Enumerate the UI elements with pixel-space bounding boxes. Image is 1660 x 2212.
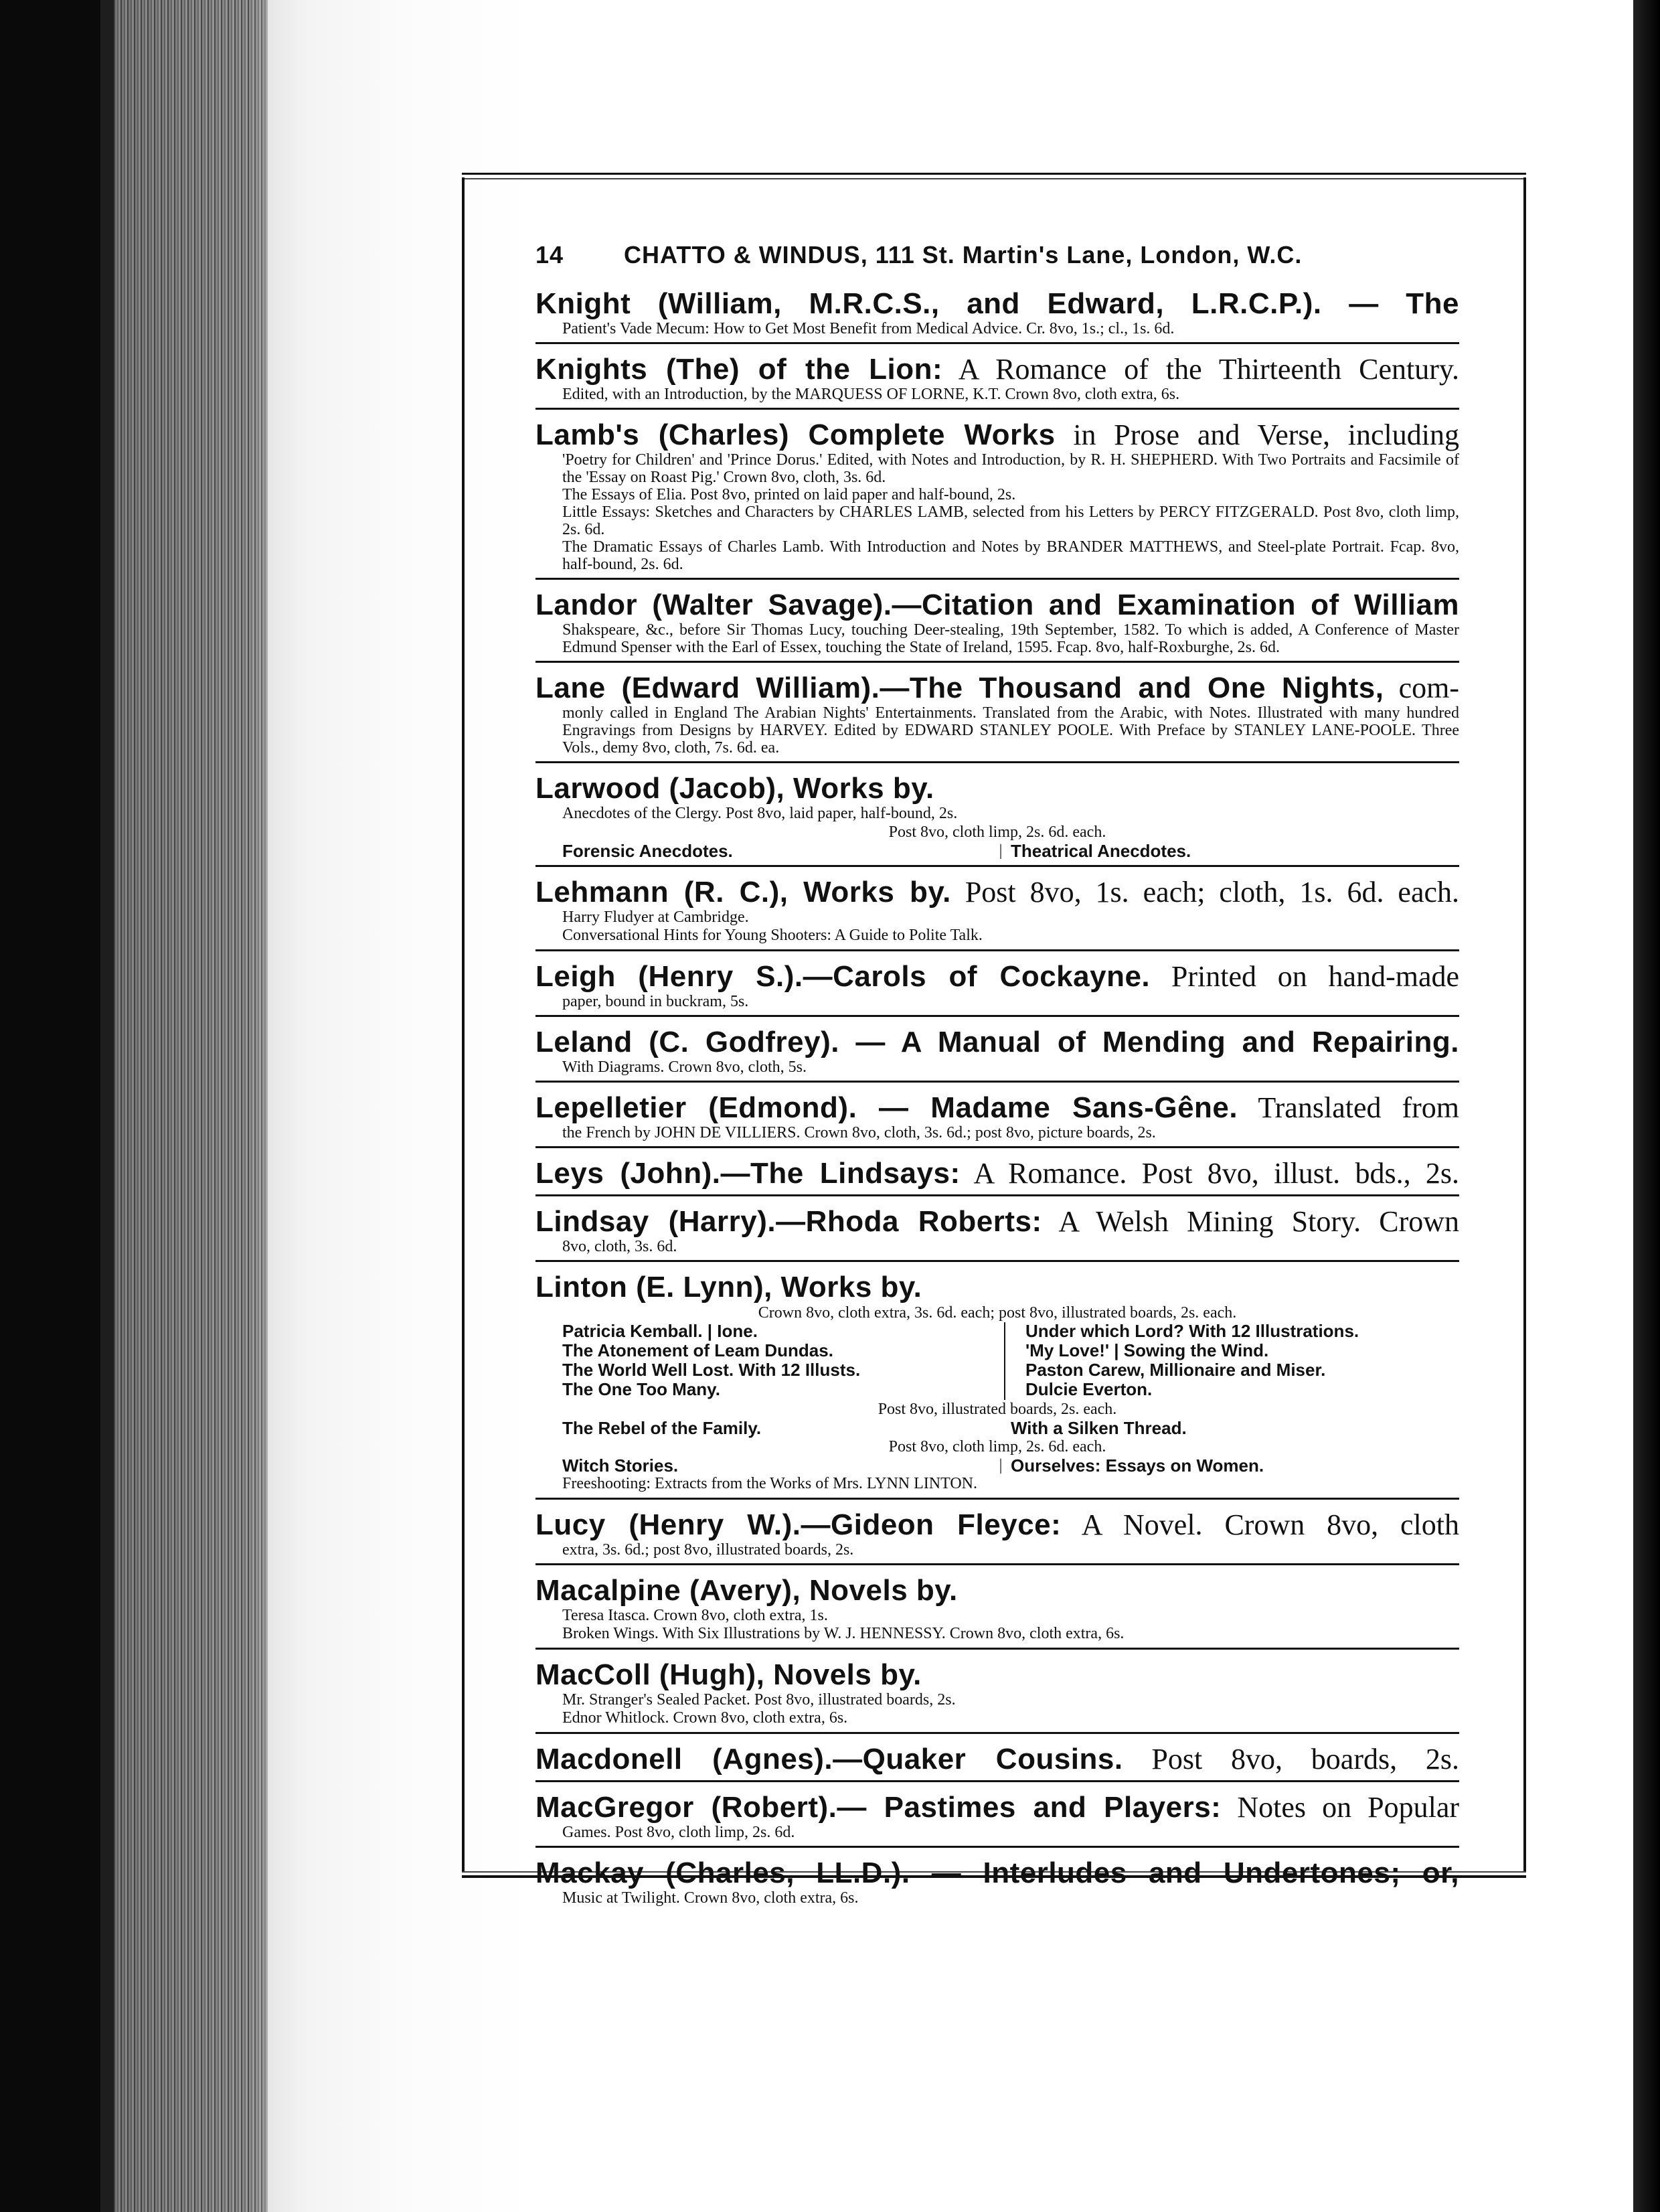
- entry-heading: Leland (C. Godfrey). — A Manual of Mending and Repairing.: [535, 1026, 1459, 1058]
- entry-macalpine: [535, 1571, 1459, 1650]
- entry-lepelletier: Lepelletier (Edmond). — Madame Sans-Gêne. Translated from the French by JOHN DE VILLIERS. Crown 8vo, cloth, 3s. 6d.; post 8vo, picture boards, 2s.: [535, 1088, 1459, 1148]
- entry-lehmann: Lehmann (R. C.), Works by. Post 8vo, 1s. each; cloth, 1s. 6d. each. Harry Fludyer at Cambridge. Conversational Hints for Young Shooters: A Guide to Polite Talk.: [535, 872, 1459, 951]
- title-item: The One Too Many.: [562, 1379, 720, 1399]
- entry-heading: Knights (The) of the Lion:: [535, 353, 943, 386]
- entry-desc: 'Poetry for Children' and 'Prince Dorus.' Edited, with Notes and Introduction, by R. H. SHEPHERD. With Two Portraits and Facsimile of the 'Essay on Roast Pig.' Crown 8vo, cloth, 3s. 6d.: [562, 451, 1459, 486]
- title-item: Paston Carew, Millionaire and Miser.: [1025, 1360, 1326, 1380]
- entry-lamb: Lamb's (Charles) Complete Works in Prose and Verse, including 'Poetry for Children' and 'Prince Dorus.' Edited, with Notes and Introduction, by R. H. SHEPHERD. With Two Portraits and Facsimile of the 'Essay on Roast Pig.' Crown 8vo, cloth, 3s. 6d. The Essays of Elia. Post 8vo, printed on laid paper and half-bound, 2s. Little Essays: Sketches and Characters by CHARLES LAMB, selected from his Letters by PERCY FITZGERALD. Post 8vo, cloth limp, 2s. 6d. The Dramatic Essays of Charles Lamb. With Introduction and Notes by BRANDER MATTHEWS, and Steel-plate Portrait. Fcap. 8vo, half-bound, 2s. 6d.: [535, 415, 1459, 580]
- entry-heading: Leys (John).—The Lindsays:: [535, 1157, 961, 1190]
- entry-heading: MacColl (Hugh), Novels by.: [535, 1658, 922, 1691]
- entry-desc: extra, 3s. 6d.; post 8vo, illustrated boards, 2s.: [562, 1541, 854, 1559]
- entry-sub: Ednor Whitlock. Crown 8vo, cloth extra, 6s.: [562, 1709, 848, 1727]
- page-number: 14: [535, 241, 564, 268]
- entry-note: Post 8vo, cloth limp, 2s. 6d. each.: [888, 1438, 1106, 1455]
- entry-desc: paper, bound in buckram, 5s.: [562, 993, 749, 1010]
- entry-columns: [535, 1322, 1459, 1400]
- title-item: Under which Lord? With 12 Illustrations.: [1025, 1321, 1359, 1341]
- entry-sub: Mr. Stranger's Sealed Packet. Post 8vo, illustrated boards, 2s.: [562, 1691, 956, 1709]
- running-header: [535, 241, 1459, 269]
- entry-heading: Lehmann (R. C.), Works by.: [535, 876, 951, 908]
- entry-heading: Larwood (Jacob), Works by.: [535, 772, 934, 805]
- entry-sub: Anecdotes of the Clergy. Post 8vo, laid paper, half-bound, 2s.: [562, 805, 958, 822]
- entry-leys: Leys (John).—The Lindsays: A Romance. Post 8vo, illust. bds., 2s.: [535, 1154, 1459, 1196]
- entry-lucy: Lucy (Henry W.).—Gideon Fleyce: A Novel. Crown 8vo, cloth extra, 3s. 6d.; post 8vo, illustrated boards, 2s.: [535, 1505, 1459, 1565]
- title-item: Dulcie Everton.: [1025, 1379, 1153, 1399]
- entry-desc: Patient's Vade Mecum: How to Get Most Benefit from Medical Advice. Cr. 8vo, 1s.; cl., 1s. 6d.: [562, 320, 1175, 337]
- title-item: 'My Love!' | Sowing the Wind.: [1025, 1340, 1269, 1360]
- entry-heading: Macalpine (Avery), Novels by.: [535, 1574, 958, 1607]
- entry-maccoll: [535, 1655, 1459, 1734]
- entry-heading: Lindsay (Harry).—Rhoda Roberts:: [535, 1205, 1042, 1238]
- entry-mackay: [535, 1853, 1459, 1911]
- entry-larwood: [535, 769, 1459, 867]
- entry-pair: Witch Stories. | Ourselves: Essays on Women.: [562, 1455, 1264, 1476]
- title-item: The Atonement of Leam Dundas.: [562, 1340, 833, 1360]
- entry-knight: [535, 284, 1459, 344]
- entry-sub: Freeshooting: Extracts from the Works of Mrs. LYNN LINTON.: [562, 1475, 978, 1492]
- entry-heading: Mackay (Charles, LL.D.). — Interludes and Undertones; or,: [535, 1856, 1459, 1889]
- title-item: The World Well Lost. With 12 Illusts.: [562, 1360, 861, 1380]
- entry-desc: The Essays of Elia. Post 8vo, printed on laid paper and half-bound, 2s.: [562, 486, 1016, 503]
- entry-pair: Forensic Anecdotes. | Theatrical Anecdotes.: [562, 841, 1191, 861]
- entry-macgregor: MacGregor (Robert).— Pastimes and Players: Notes on Popular Games. Post 8vo, cloth limp, 2s. 6d.: [535, 1788, 1459, 1848]
- entry-desc: Edited, with an Introduction, by the MARQUESS OF LORNE, K.T. Crown 8vo, cloth extra, 6s.: [562, 386, 1180, 403]
- entry-heading: Lamb's (Charles) Complete Works: [535, 418, 1056, 451]
- entry-pair: The Rebel of the Family. With a Silken Thread.: [562, 1418, 1187, 1438]
- entry-desc: Shakspeare, &c., before Sir Thomas Lucy, touching Deer-stealing, 19th September, 1582. To which is added, A Conference of Master Edmund Spenser with the Earl of Essex, touching the State of Ireland, 1595. Fcap. 8vo, half-Roxburghe, 2s. 6d.: [562, 621, 1459, 656]
- entry-desc: Games. Post 8vo, cloth limp, 2s. 6d.: [562, 1824, 795, 1841]
- entry-linton: [535, 1267, 1459, 1500]
- entry-note: Post 8vo, cloth limp, 2s. 6d. each.: [888, 823, 1106, 841]
- entry-desc: 8vo, cloth, 3s. 6d.: [562, 1238, 677, 1255]
- entry-heading: Macdonell (Agnes).—Quaker Cousins.: [535, 1743, 1123, 1775]
- catalogue-content: [535, 241, 1459, 1917]
- entry-macdonell: Macdonell (Agnes).—Quaker Cousins. Post 8vo, boards, 2s.: [535, 1739, 1459, 1782]
- entry-leland: [535, 1022, 1459, 1083]
- entry-heading: Linton (E. Lynn), Works by.: [535, 1271, 922, 1304]
- entry-desc: the French by JOHN DE VILLIERS. Crown 8vo, cloth, 3s. 6d.; post 8vo, picture boards, 2s.: [562, 1124, 1156, 1141]
- entry-desc: Music at Twilight. Crown 8vo, cloth extra, 6s.: [562, 1889, 859, 1907]
- entry-sub: Broken Wings. With Six Illustrations by W. J. HENNESSY. Crown 8vo, cloth extra, 6s.: [562, 1625, 1125, 1642]
- entry-sub: Teresa Itasca. Crown 8vo, cloth extra, 1s.: [562, 1607, 828, 1624]
- entry-leigh: Leigh (Henry S.).—Carols of Cockayne. Printed on hand-made paper, bound in buckram, 5s.: [535, 957, 1459, 1017]
- entry-desc: Little Essays: Sketches and Characters by CHARLES LAMB, selected from his Letters by PERCY FITZGERALD. Post 8vo, cloth limp, 2s. 6d.: [562, 503, 1459, 538]
- entry-heading: Lane (Edward William).—The Thousand and One Nights,: [535, 672, 1384, 704]
- entry-heading: Lucy (Henry W.).—Gideon Fleyce:: [535, 1508, 1062, 1541]
- entry-heading: Landor (Walter Savage).—Citation and Examination of William: [535, 588, 1459, 621]
- entry-sub: Harry Fludyer at Cambridge.: [562, 908, 749, 926]
- facing-page-edge: [1633, 0, 1660, 2212]
- entry-heading: Lepelletier (Edmond). — Madame Sans-Gêne.: [535, 1091, 1238, 1124]
- entry-note: Post 8vo, illustrated boards, 2s. each.: [878, 1401, 1117, 1418]
- entry-desc: The Dramatic Essays of Charles Lamb. With Introduction and Notes by BRANDER MATTHEWS, and Steel-plate Portrait. Fcap. 8vo, half-bound, 2s. 6d.: [562, 538, 1459, 573]
- entry-lane: Lane (Edward William).—The Thousand and One Nights, com- monly called in England The Arabian Nights' Entertainments. Translated from the Arabic, with Notes. Illustrated with many hundred Engravings from Designs by HARVEY. Edited by EDWARD STANLEY POOLE. With Preface by STANLEY LANE-POOLE. Three Vols., demy 8vo, cloth, 7s. 6d. ea.: [535, 668, 1459, 763]
- publisher-line: CHATTO & WINDUS, 111 St. Martin's Lane, London, W.C.: [624, 241, 1303, 268]
- entry-landor: [535, 585, 1459, 663]
- entry-heading: Leigh (Henry S.).—Carols of Cockayne.: [535, 960, 1151, 993]
- title-item: Patricia Kemball. | Ione.: [562, 1321, 758, 1341]
- entry-desc: monly called in England The Arabian Nights' Entertainments. Translated from the Arabic, with Notes. Illustrated with many hundred Engravings from Designs by HARVEY. Edited by EDWARD STANLEY POOLE. With Preface by STANLEY LANE-POOLE. Three Vols., demy 8vo, cloth, 7s. 6d. ea.: [562, 704, 1459, 757]
- entry-note: Crown 8vo, cloth extra, 3s. 6d. each; post 8vo, illustrated boards, 2s. each.: [758, 1304, 1237, 1322]
- entry-heading: MacGregor (Robert).— Pastimes and Players:: [535, 1791, 1222, 1824]
- entry-knights-of-the-lion: Knights (The) of the Lion: A Romance of the Thirteenth Century. Edited, with an Introduction, by the MARQUESS OF LORNE, K.T. Crown 8vo, cloth extra, 6s.: [535, 349, 1459, 410]
- entry-lindsay: Lindsay (Harry).—Rhoda Roberts: A Welsh Mining Story. Crown 8vo, cloth, 3s. 6d.: [535, 1202, 1459, 1262]
- entry-sub: Conversational Hints for Young Shooters: A Guide to Polite Talk.: [562, 927, 983, 944]
- entry-heading: Knight (William, M.R.C.S., and Edward, L.R.C.P.). — The: [535, 287, 1459, 320]
- entry-desc: With Diagrams. Crown 8vo, cloth, 5s.: [562, 1058, 807, 1076]
- book-page-edges: [0, 0, 281, 2212]
